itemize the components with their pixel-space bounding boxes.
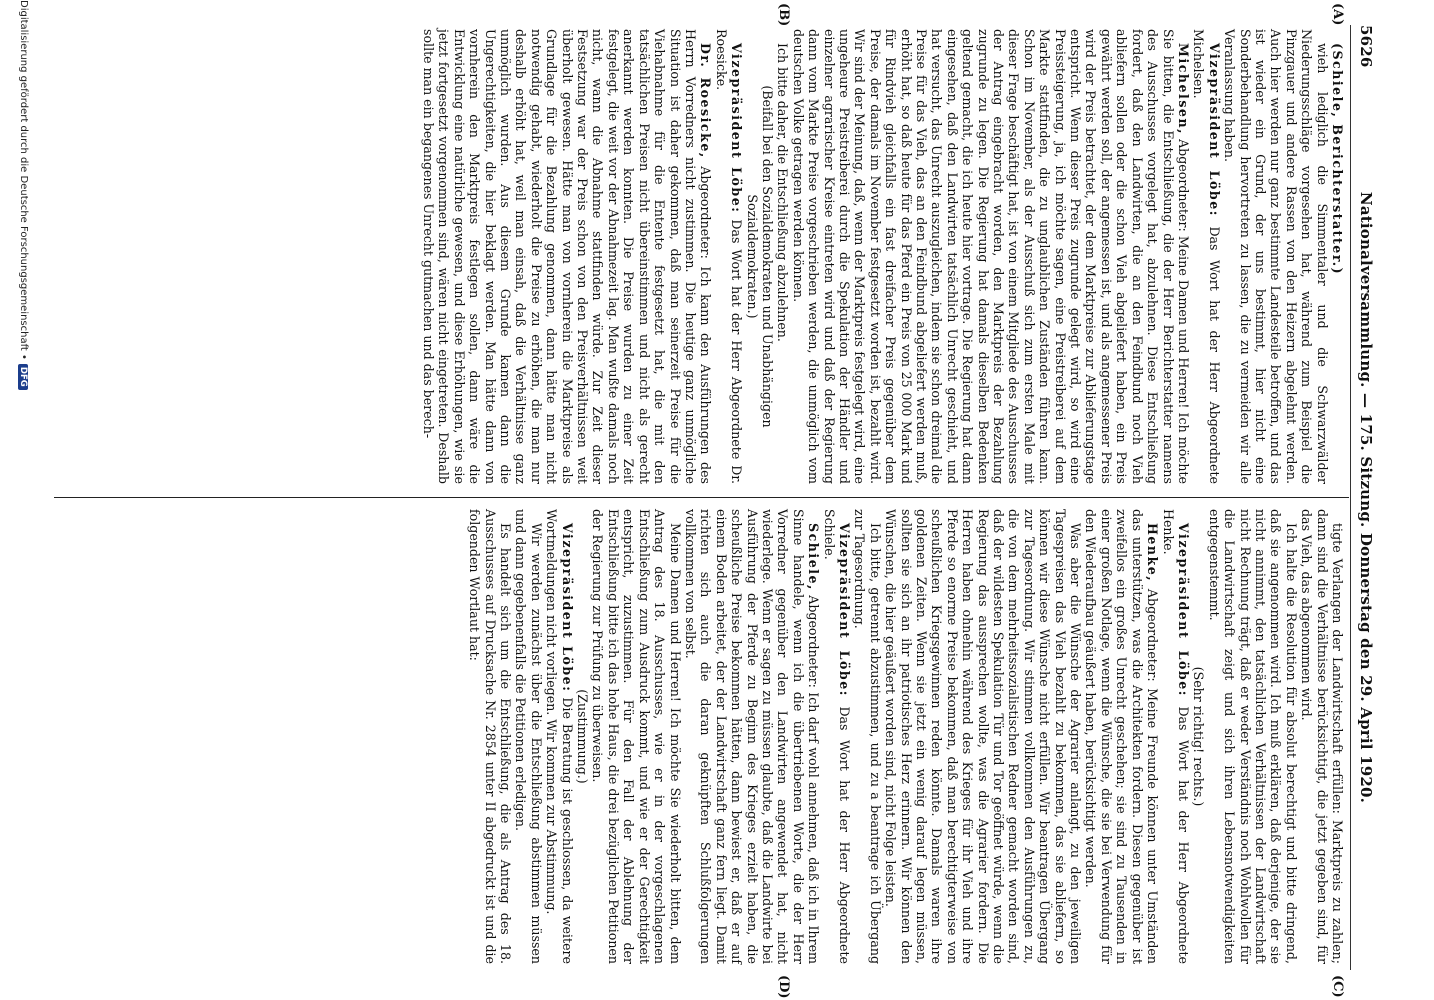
- paragraph: [590, 509, 682, 964]
- paragraph-text: tigte Verlangen der Landwirtschaft erfüllen: Marktpreis zu zahlen; dann sind die Verhältnisse berücksichtigt, die jetzt gegeben sind, für das Vieh, das abgenommen wird.: [1299, 509, 1345, 964]
- paragraph: [775, 29, 790, 484]
- paragraph: [1191, 29, 1222, 484]
- paragraph-text: Wir werden zunächst über die Entschließung abstimmen müssen und dann gegebenenfalls die Petitionen erledigen.: [513, 509, 544, 964]
- paragraph-text: Ich bitte, getrennt abzustimmen, und zu a beantrage ich Übergang zur Tagesordnung.: [852, 509, 883, 964]
- paragraph: [1160, 509, 1191, 964]
- margin-mark-c: (C): [1330, 975, 1345, 998]
- paragraph-text: wieh lediglich die Simmentaler und die Schwarzwälder Niederungsschläge vorgesehen hat, während zum Beispiel die Pinzgauer und andere Rassen von den Heizern abgelehnt werden. Auch hier werden nur ganz bestimmte Landesteile betroffen, und das ist wieder ein Grund, der uns bestimmt, hier nicht eine Sonderbehandlung hervortreten zu lassen, die zu vermeiden wir alle Veranlassung haben.: [1222, 29, 1330, 484]
- paragraph-text: (Zustimmung.): [575, 689, 591, 784]
- paragraph-text: Meine Damen und Herren! Ich möchte Sie wiederholt bitten, dem Antrag des 18. Ausschusses, wie er in der vorgeschlagenen Entschließung zum Ausdruck kommt, und wie er der Gerechtigkeit entspricht, zuzustimmen. Für den Fall der Ablehnung der Entschließung bitte ich das hohe Haus, die drei bezüglichen Petitionen der Regierung zur Prüfung zu überweisen.: [590, 509, 683, 964]
- paragraph-text: Es handelt sich um die Entschließung, die als Antrag des 18. Ausschusses auf Drucksache Nr. 2854 unter II abgedruckt ist und die folgenden Wortlaut hat:: [467, 509, 514, 964]
- margin-mark-b: (B): [776, 3, 791, 27]
- speaker-name: Vizepräsident Löbe:: [1175, 523, 1191, 697]
- speaker-name: (Schiele, Berichterstatter.): [1330, 43, 1345, 276]
- paragraph: [683, 509, 822, 964]
- paragraph: [852, 509, 883, 964]
- paragraph-text: Abgeordneter: Meine Freunde können unter Umständen das unterstützen, was die Architekten fordern. Diesen gegenüber ist zweifellos ein großes Unrecht geschehen; sie sind zu Tausenden in einer großen Notlage, wenn die Wünsche, die sie bei Verwendung für den Wiederaufbau geäußert haben, berücksichtigt werden.: [1083, 509, 1161, 964]
- paragraph-text: Das Wort hat der Herr Abgeordnete Dr. Roesicke.: [713, 29, 745, 484]
- left-column: [421, 29, 1345, 484]
- page-header: [1349, 25, 1379, 970]
- speaker-name: Dr. Roesicke,: [698, 43, 714, 159]
- speaker-name: Vizepräsident Löbe:: [1206, 43, 1222, 217]
- interjection: [575, 509, 590, 964]
- header-rule: [1350, 25, 1351, 970]
- paragraph-text: Das Wort hat der Herr Abgeordnete Henke.: [1160, 509, 1191, 964]
- paragraph-text: Abgeordneter: Meine Damen und Herren! Ich möchte Sie bitten, die Entschließung, die der Herr Berichterstatter namens des Ausschusses vorgelegt hat, abzulehnen. Diese Entschließung fordert, daß den Landwirten, die an den Feindbund noch Vieh abliefern sollen oder die schon Vieh abgeliefert haben, ein Preis gewährt werden soll, der angemessen ist, und als angemessener Preis wird der Preis betrachtet, der dem Marktpreise zur Ablieferungstage entspricht. Wenn dieser Preis zugrunde gelegt wird, so wird eine Preissteigerung, ja, ich möchte sagen, eine Preistreiberei auf dem Markte stattfinden, die zu unglaublichen Zuständen führen kann. Schon im November, als der Ausschuß sich zum ersten Male mit dieser Frage beschäftigt hat, ist von einem Mitgliede des Ausschusses der Antrag eingebracht worden, den Marktpreis der Bezahlung zugrunde zu legen. Die Regierung hat damals dieselben Bedenken geltend gemacht, die ich heute hier vortrage. Die Regierung hat dann eingesehen, daß den Landwirten tatsächlich Unrecht geschieht, und hat versucht, das Unrecht auszugleichen, indem sie schon dreimal die Preise für das Vieh, das an den Feindbund abgeliefert werden muß, erhöht hat, so daß heute für das Pferd ein Preis von 25 000 Mark und für Rindvieh gleichfalls ein fast dreifacher Preis gegenüber dem Preise, der damals im November festgesetzt worden ist, bezahlt wird. Wir sind der Meinung, daß, wenn der Marktpreis festgelegt wird, eine ungeheure Preistreiberei durch die Spekulation der Händler und einzelner agrarischer Kreise eintreten wird und daß der Regierung dann vom Markte Preise vorgeschrieben werden, die unmöglich vom deutschen Volke getragen werden können.: [790, 29, 1191, 484]
- newspaper-page: [44, 3, 1379, 999]
- speaker-name: Michelsen,: [1175, 43, 1191, 135]
- dfg-logo: DFG: [18, 364, 28, 390]
- margin-mark-d: (D): [776, 975, 791, 999]
- speaker-name: Henke,: [1145, 523, 1161, 583]
- paragraph: [544, 509, 575, 964]
- paragraph-text: Abgeordneter: Ich darf wohl annehmen, daß ich in Ihrem Sinne handele, wenn ich die übertriebenen Worte, die der Herr Vorredner gegenüber den Landwirten angewendet hat, nicht wiederlege. Wenn er sagen zu müssen glaubte, daß die Landwirte bei Ausführung der Pferde zu Beginn des Krieges erzielt haben, die scheußliche Preise bekommen hätten, dann bewiest er, daß er auf einem Boden arbeitet, der der Landwirtschaft ganz fern liegt. Damit richten sich auch die daran geknüpften Schlußfolgerungen vollkommen von selbst.: [682, 509, 822, 964]
- paragraph: [821, 509, 852, 964]
- paragraph-text: Das Wort hat der Herr Abgeordnete Schiele.: [821, 509, 852, 964]
- paragraph: [883, 509, 1083, 964]
- paragraph-text: Was aber die Wünsche der Agrarier anlangt, zu den jeweiligen Tagespreisen das Vieh bezahlt zu bekommen, das sie abliefern, so können wir diese Wünsche nicht erfüllen. Wir beantragen Übergang zur Tagesordnung. Wir stimmen vollkommen den Ausführungen zu, die von dem mehrheitssozialistischen Redner gemacht worden sind, daß der wildesten Spekulation Tür und Tor geöffnet würde, wenn die Regierung das aussprechen wollte, was die Agrarier fordern. Die Herren haben ohnehin während des Krieges für ihr Vieh und ihre Pferde so enorme Preise bekommen, daß man berechtigterweise von scheußlichen Kriegsgewinnen reden könnte. Damals waren ihre goldenen Zeiten. Wenn sie jetzt ein wenig darauf legen müssen, sollten sie sich an ihr patriotisches Herz erinnern. Wir können den Wünschen, die hier geäußert worden sind, nicht Folge leisten.: [883, 509, 1084, 964]
- margin-mark-a: (A): [1330, 3, 1345, 26]
- page-number: 5626: [1357, 25, 1375, 68]
- column-divider: [54, 497, 1349, 498]
- paragraph: [467, 509, 513, 964]
- speaker-name: Vizepräsident Löbe:: [729, 43, 745, 214]
- speaker-name: Vizepräsident Löbe:: [837, 523, 852, 697]
- running-title: Nationalversammlung. — 175. Sitzung. Donnerstag den 29. April 1920.: [1357, 191, 1375, 804]
- paragraph: [1330, 29, 1345, 484]
- paragraph: [1083, 509, 1160, 964]
- footer-note: [18, 0, 29, 390]
- interjection: [1191, 509, 1206, 964]
- paragraph-text: Die Beratung ist geschlossen, da weitere Wortmeldungen nicht vorliegen. Wir kommen zur Abstimmung.: [544, 509, 575, 964]
- paragraph-text: Ich halte die Resolution für absolut berechtigt und bitte dringend, daß sie angenommen wird. Ich muß erklären, daß derjenige, der sie nicht annimmt, den tatsächlichen Verhältnissen der Landwirtschaft nicht Rechnung trägt, daß er weder Verständnis noch Wohlwollen für die Landwirtschaft zeigt und sich ihren Lebensnotwendigkeiten entgegenstemmt.: [1206, 509, 1299, 964]
- paragraph-text: (Beifall bei den Sozialdemokraten und Unabhängigen Sozialdemokraten.): [744, 85, 775, 428]
- paragraph: [513, 509, 544, 964]
- funding-note: Digitalisierung gefördert durch die Deutsche Forschungsgemeinschaft •: [18, 0, 29, 360]
- speaker-name: Vizepräsident Löbe:: [559, 523, 575, 693]
- paragraph-text: Abgeordneter: Ich kann den Ausführungen des Herrn Vorredners nicht zustimmen. Die heutige ganz unmögliche Situation ist daher gekommen, daß man seinerzeit Preise für die Viehabnahme für die Entente festgesetzt hat, die mit den tatsächlichen Preisen nicht übereinstimmen und nicht als gerecht anerkannt werden konnten. Die Preise wurden zu einer Zeit festgelegt, die weit vor der Abnahmezeit lag. Man wußte damals noch nicht, wann die Abnahme stattfinden würde. Zur Zeit dieser Festsetzung war der Preis schon von den Preisverhältnissen weit überholt gewesen. Hätte man von vornherein die Marktpreise als Grundlage für die Bezahlung genommen, dann hätte man nicht notwendig gehabt, wiederholt die Preise zu erhöhen, die man nur deshalb erhöht hat, weil man einsah, daß die Verhältnisse ganz unmöglich wurden. Aus diesem Grunde kamen dann die Ungerechtigkeiten, die hier beklagt werden. Man hätte dann von vornherein den Marktpreis festlegen sollen, dann wäre die Entwicklung eine natürliche gewesen, und diese Erhöhungen, wie sie jetzt fortgesetzt vorgenommen sind, wären nicht eingetreten. Deshalb sollte man ein begangenes Unrecht gutmachen und das berech-: [421, 29, 714, 484]
- paragraph: [1206, 509, 1298, 964]
- paragraph-text: (Sehr richtig! rechts.): [1191, 666, 1207, 807]
- paragraph: [1222, 29, 1330, 484]
- paragraph: [421, 29, 714, 484]
- paragraph: [790, 29, 1191, 484]
- right-column: [467, 509, 1345, 964]
- paragraph-text: Ich bitte daher, die Entschließung abzulehnen.: [775, 43, 791, 342]
- speaker-name: Schiele,: [806, 523, 822, 591]
- paragraph: [713, 29, 744, 484]
- interjection: [744, 29, 775, 484]
- paragraph: [1299, 509, 1345, 964]
- paragraph-text: Das Wort hat der Herr Abgeordnete Michelsen.: [1191, 29, 1222, 484]
